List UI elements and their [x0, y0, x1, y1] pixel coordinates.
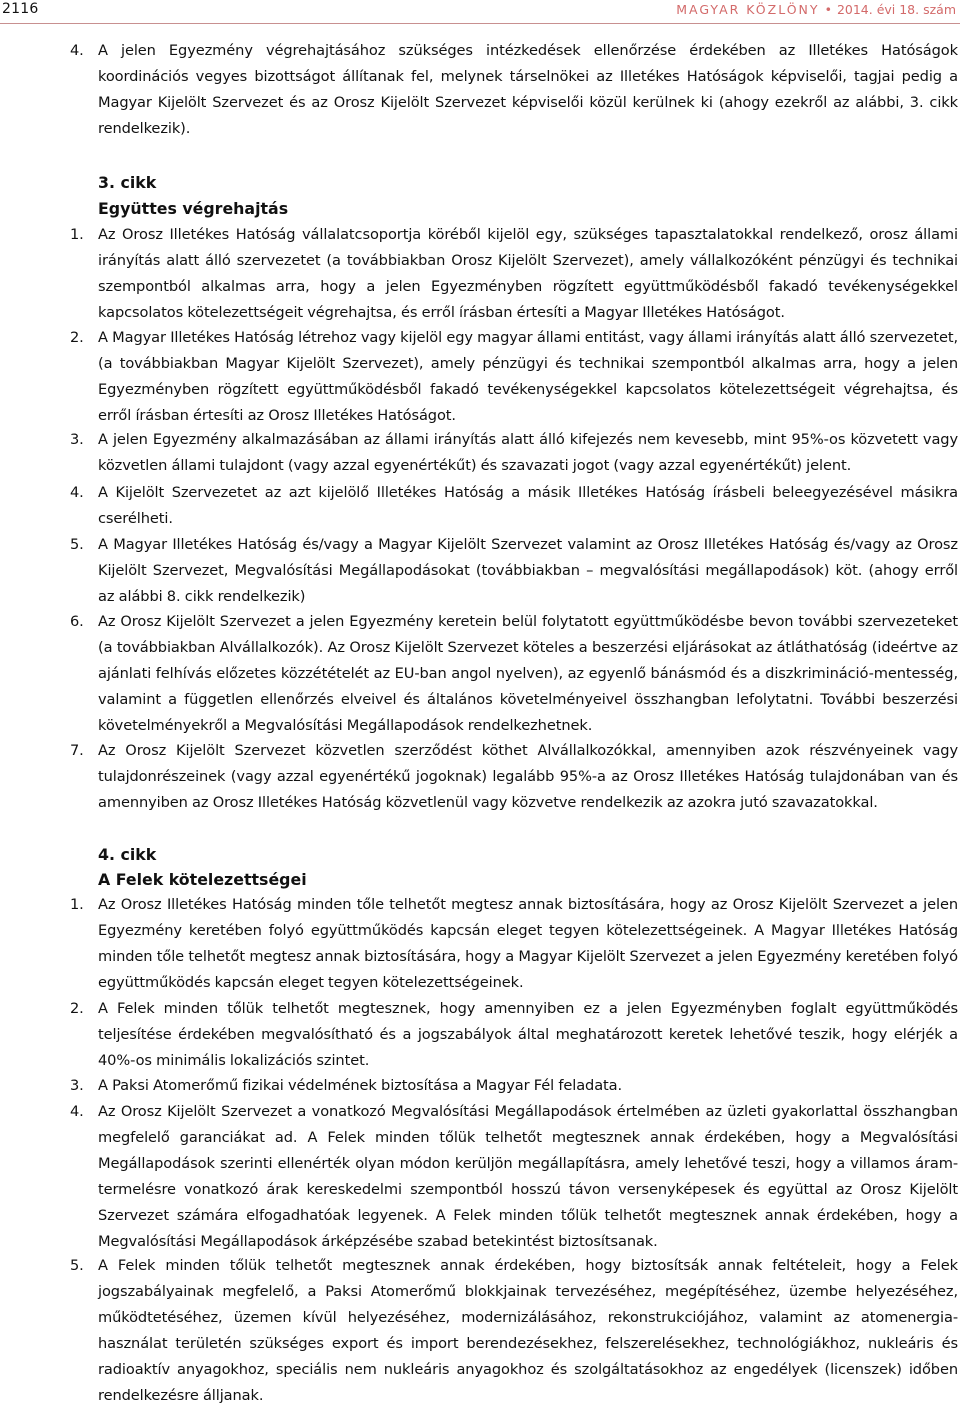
paragraph-item: [70, 892, 958, 996]
item-number: 5.: [70, 536, 84, 553]
paragraph-item: [70, 532, 958, 610]
paragraph-item: [70, 1073, 958, 1099]
article-title: A Felek kötelezettségei: [98, 870, 307, 889]
paragraph-item: [70, 738, 958, 816]
item-number: 3.: [70, 431, 84, 448]
item-text: A Paksi Atomerőmű fizikai védelmének biztosítása a Magyar Fél feladata.: [98, 1077, 623, 1094]
item-number: 2.: [70, 1000, 84, 1017]
item-text: Az Orosz Kijelölt Szervezet a jelen Egyezmény keretein belül folytatott együttműködésbe bevon további szervezeteket (a továbbiakban Alvállalkozók). Az Orosz Kijelölt Szervezet köteles a beszerzési eljárásokat az átláthatóság (ideértve az ajánlati felhívás előzetes közzétételét az EU-ban angol nyelven), az egyenlő bánásmód és a diszkrimináció-mentesség, valamint a független ellenőrzés elveivel és általános követelményeivel összhangban lefolytatni. További beszerzési követelményekről a Megvalósítási Megállapodások rendelkezhetnek.: [98, 613, 958, 734]
paragraph-item: [70, 996, 958, 1074]
item-number: 1.: [70, 896, 84, 913]
item-text: A Felek minden tőlük telhetőt megtesznek, hogy amennyiben ez a jelen Egyezményben foglalt együttműködés teljesítése érdekében megvalósítható és a jogszabályok által meghatározott keretek lehetővé teszik, hogy elérjék a 40%-os minimális lokalizációs szintet.: [98, 1000, 958, 1069]
item-text: A jelen Egyezmény végrehajtásához szükséges intézkedések ellenőrzése érdekében az Illetékes Hatóságok koordinációs vegyes bizottságot állítanak fel, melynek társelnökei az Illetékes Hatóságok képviselői, tagjai pedig a Magyar Kijelölt Szervezet és az Orosz Kijelölt Szervezet képviselői közül kerülnek ki (ahogy ezekről az alábbi, 3. cikk rendelkezik).: [98, 42, 958, 137]
item-number: 6.: [70, 613, 84, 630]
paragraph-item: [70, 325, 958, 429]
item-text: Az Orosz Kijelölt Szervezet a vonatkozó Megvalósítási Megállapodások értelmében az üzleti gyakorlattal összhangban megfelelő garanciákat ad. A Felek minden tőlük telhetőt megtesznek annak érdekében, hogy a Megvalósítási Megállapodások szerinti ellenérték olyan módon kerüljön megállapításra, amely lehetővé teszi, hogy a villamos áram-termelésre vonatkozó árak kereskedelmi szempontból hosszú távon versenyképesek és együttal az Orosz Kijelölt Szervezet számára elfogadhatóak legyenek. A Felek minden tőlük telhetőt megtesznek annak érdekében, hogy a Megvalósítási Megállapodások árképzésébe szabad betekintést biztosítsanak.: [98, 1103, 958, 1250]
paragraph-item: [70, 480, 958, 532]
article-number: 3. cikk: [98, 173, 157, 192]
journal-name: MAGYAR KÖZLÖNY: [676, 2, 820, 17]
page-header: [0, 0, 960, 24]
item-text: Az Orosz Illetékes Hatóság vállalatcsoportja köréből kijelöl egy, szükséges tapasztalatokkal rendelkező, orosz állami irányítás alatt álló szervezetet (a továbbiakban Orosz Kijelölt Szervezet), amely vállalkozóként pénzügyi és technikai szempontból alkalmas arra, hogy a jelen Egyezményben rögzített együttműködésből fakadó tevékenységekkel kapcsolatos kötelezettségeit végrehajtsa, és erről írásban értesíti a Magyar Illetékes Hatóságot.: [98, 226, 958, 321]
separator-dot: •: [824, 2, 832, 17]
article-number: 4. cikk: [98, 845, 157, 864]
item-text: A Magyar Illetékes Hatóság létrehoz vagy kijelöl egy magyar állami entitást, vagy állami irányítás alatt álló szervezetet, (a továbbiakban Magyar Kijelölt Szervezet), amely pénzügyi és technikai szempontból alkalmas arra, hogy a jelen Egyezményben rögzített együttműködésből fakadó tevékenységekkel kapcsolatos kötelezettségeit végrehajtsa, és erről írásban értesíti az Orosz Illetékes Hatóságot.: [98, 329, 958, 424]
journal-title: [676, 2, 956, 17]
item-number: 5.: [70, 1257, 84, 1274]
paragraph-item: [70, 427, 958, 479]
header-rule: [0, 23, 960, 24]
paragraph-item: [70, 1253, 958, 1408]
item-number: 2.: [70, 329, 84, 346]
item-text: Az Orosz Illetékes Hatóság minden tőle telhetőt megtesz annak biztosítására, hogy az Orosz Kijelölt Szervezet a jelen Egyezmény keretében folyó együttműködés kapcsán eleget tegyen kötelezettségeinek. A Magyar Illetékes Hatóság minden tőle telhetőt megtesz annak biztosítására, hogy a Magyar Kijelölt Szervezet a jelen Egyezmény keretében folyó együttműködés kapcsán eleget tegyen kötelezettségeinek.: [98, 896, 958, 991]
paragraph-item: [70, 609, 958, 739]
item-text: Az Orosz Kijelölt Szervezet közvetlen szerződést köthet Alvállalkozókkal, amennyiben azok részvényeinek vagy tulajdonrészeinek (vagy azzal egyenértékű jogoknak) legalább 95%-a az Orosz Illetékes Hatóság tulajdonában van és amennyiben az Orosz Illetékes Hatóság közvetlenül vagy közvetve rendelkezik az azokra jutó szavazatokkal.: [98, 742, 958, 811]
paragraph-item: [70, 38, 958, 142]
issue-label: 2014. évi 18. szám: [836, 2, 956, 17]
item-text: A jelen Egyezmény alkalmazásában az állami irányítás alatt álló kifejezés nem kevesebb, mint 95%-os közvetett vagy közvetlen állami tulajdont (vagy azzal egyenértékűt) és szavazati jogot (vagy azzal egyenértékűt) jelent.: [98, 431, 958, 474]
page-number: 2116: [2, 1, 39, 17]
paragraph-item: [70, 1099, 958, 1254]
item-number: 1.: [70, 226, 84, 243]
item-text: A Felek minden tőlük telhetőt megtesznek annak érdekében, hogy biztosítsák annak feltételeit, hogy a Felek jogszabályainak megfelelő, a Paksi Atomerőmű blokkjainak tervezéséhez, megépítéséhez, üzembe helyezéséhez, működtetéséhez, üzemen kívül helyezéséhez, modernizálásához, rekonstrukciójához, valamint az atomenergia-használat területén szükséges export és import berendezésekhez, felszerelésekhez, technológiákhoz, nukleáris és radioaktív anyagokhoz, speciális nem nukleáris anyagokhoz és szolgáltatásokhoz az engedélyek (licenszek) időben rendelkezésre álljanak.: [98, 1257, 958, 1404]
article-title: Együttes végrehajtás: [98, 199, 289, 218]
item-number: 4.: [70, 42, 84, 59]
item-text: A Kijelölt Szervezetet az azt kijelölő Illetékes Hatóság a másik Illetékes Hatóság írásbeli beleegyezésével másikra cserélheti.: [98, 484, 958, 527]
item-number: 4.: [70, 484, 84, 501]
item-text: A Magyar Illetékes Hatóság és/vagy a Magyar Kijelölt Szervezet valamint az Orosz Illetékes Hatóság és/vagy az Orosz Kijelölt Szervezet, Megvalósítási Megállapodásokat (továbbiakban – megvalósítási megállapodások) köt. (ahogy erről az alábbi 8. cikk rendelkezik): [98, 536, 958, 605]
paragraph-item: [70, 222, 958, 326]
item-number: 4.: [70, 1103, 84, 1120]
item-number: 7.: [70, 742, 84, 759]
item-number: 3.: [70, 1077, 84, 1094]
